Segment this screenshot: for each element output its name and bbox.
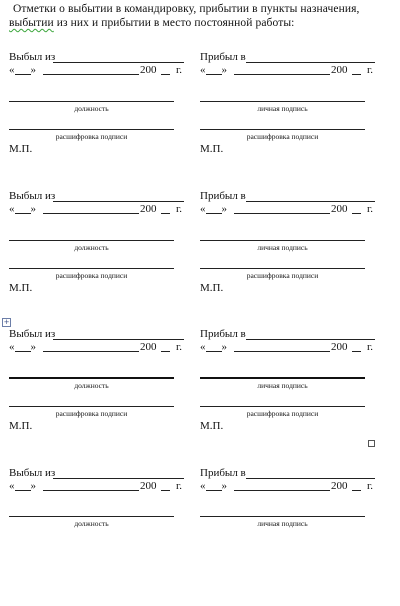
date-field[interactable]: [200, 479, 375, 493]
day-blank: « »: [200, 480, 227, 492]
year-blank: [352, 213, 361, 214]
stamp-place: М.П.: [200, 143, 224, 155]
position-line[interactable]: [9, 516, 174, 517]
date-field[interactable]: [9, 479, 184, 493]
position-line[interactable]: [9, 240, 174, 241]
date-field[interactable]: [9, 63, 184, 77]
arrived-at-field[interactable]: [200, 466, 375, 480]
month-line: [43, 74, 139, 75]
arrived-at-field[interactable]: [200, 50, 375, 64]
arrival-column: [200, 50, 375, 170]
signature-decoding-line[interactable]: [200, 406, 365, 407]
month-line: [234, 74, 330, 75]
stamp-place: М.П.: [9, 282, 33, 294]
day-blank: « »: [9, 480, 36, 492]
personal-signature-line[interactable]: [200, 101, 365, 102]
stamp-place: М.П.: [200, 420, 224, 432]
year-label: 200: [331, 341, 348, 353]
signature-decoding-line[interactable]: [9, 129, 174, 130]
departed-from-field[interactable]: [9, 327, 184, 341]
year-blank: [161, 74, 170, 75]
header-line-1: Отметки о выбытии в командировку, прибытии в пункты назначения,: [13, 3, 360, 15]
year-suffix: г.: [176, 203, 183, 215]
day-blank: « »: [9, 203, 36, 215]
year-suffix: г.: [367, 341, 374, 353]
travel-record-block: [0, 466, 400, 606]
signature-decoding-line[interactable]: [9, 268, 174, 269]
departed-from-field[interactable]: [9, 189, 184, 203]
date-field[interactable]: [200, 63, 375, 77]
table-move-handle-icon[interactable]: +: [3, 318, 10, 326]
year-blank: [161, 490, 170, 491]
signature-decoding-caption: расшифровка подписи: [246, 132, 319, 141]
month-line: [43, 490, 139, 491]
year-blank: [352, 490, 361, 491]
month-line: [234, 213, 330, 214]
departed-from-field[interactable]: [9, 50, 184, 64]
position-line[interactable]: [9, 101, 174, 102]
day-blank: « »: [9, 64, 36, 76]
header-line-2: [9, 16, 379, 30]
arrived-at-field[interactable]: [200, 327, 375, 341]
document-header: [9, 2, 379, 30]
arrived-at-label: Прибыл в: [200, 51, 246, 63]
year-label: 200: [331, 480, 348, 492]
position-line[interactable]: [9, 377, 174, 379]
position-caption: должность: [74, 243, 109, 252]
departed-from-field[interactable]: [9, 466, 184, 480]
arrival-column: [200, 466, 375, 586]
arrived-at-label: Прибыл в: [200, 467, 246, 479]
personal-signature-caption: личная подпись: [257, 243, 308, 252]
signature-decoding-line[interactable]: [200, 268, 365, 269]
date-field[interactable]: [200, 340, 375, 354]
personal-signature-caption: личная подпись: [257, 104, 308, 113]
arrived-at-label: Прибыл в: [200, 190, 246, 202]
departure-column: [9, 189, 184, 309]
arrival-column: [200, 189, 375, 309]
personal-signature-line[interactable]: [200, 377, 365, 379]
personal-signature-line[interactable]: [200, 516, 365, 517]
day-blank: « »: [9, 341, 36, 353]
signature-decoding-line[interactable]: [9, 406, 174, 407]
signature-decoding-line[interactable]: [200, 129, 365, 130]
day-blank: « »: [200, 64, 227, 76]
arrival-column: [200, 327, 375, 447]
position-caption: должность: [74, 104, 109, 113]
departed-from-label: Выбыл из: [9, 190, 56, 202]
year-suffix: г.: [367, 480, 374, 492]
stamp-place: М.П.: [9, 143, 33, 155]
position-caption: должность: [74, 381, 109, 390]
spellcheck-word: выбытии: [9, 17, 54, 29]
departed-from-label: Выбыл из: [9, 328, 56, 340]
stamp-place: М.П.: [200, 282, 224, 294]
stamp-place: М.П.: [9, 420, 33, 432]
signature-decoding-caption: расшифровка подписи: [246, 409, 319, 418]
departure-column: [9, 327, 184, 447]
year-blank: [161, 213, 170, 214]
year-blank: [161, 351, 170, 352]
signature-decoding-caption: расшифровка подписи: [55, 271, 128, 280]
month-line: [43, 351, 139, 352]
year-suffix: г.: [367, 203, 374, 215]
month-line: [43, 213, 139, 214]
signature-decoding-caption: расшифровка подписи: [55, 409, 128, 418]
year-suffix: г.: [367, 64, 374, 76]
personal-signature-caption: личная подпись: [257, 519, 308, 528]
signature-decoding-caption: расшифровка подписи: [55, 132, 128, 141]
departure-column: [9, 466, 184, 586]
month-line: [234, 351, 330, 352]
year-label: 200: [140, 64, 157, 76]
arrived-at-label: Прибыл в: [200, 328, 246, 340]
departed-from-label: Выбыл из: [9, 467, 56, 479]
month-line: [234, 490, 330, 491]
year-label: 200: [140, 341, 157, 353]
year-label: 200: [140, 480, 157, 492]
header-line-2-rest: из них и прибытии в место постоянной работы:: [53, 17, 295, 29]
departure-column: [9, 50, 184, 170]
travel-record-block: [0, 189, 400, 329]
day-blank: « »: [200, 341, 227, 353]
year-label: 200: [331, 203, 348, 215]
date-field[interactable]: [9, 340, 184, 354]
day-blank: « »: [200, 203, 227, 215]
year-suffix: г.: [176, 341, 183, 353]
travel-record-block: [0, 50, 400, 190]
year-label: 200: [331, 64, 348, 76]
arrived-at-field[interactable]: [200, 189, 375, 203]
table-resize-handle-icon[interactable]: [368, 440, 375, 447]
signature-decoding-caption: расшифровка подписи: [246, 271, 319, 280]
position-caption: должность: [74, 519, 109, 528]
date-field[interactable]: [9, 202, 184, 216]
year-suffix: г.: [176, 480, 183, 492]
personal-signature-line[interactable]: [200, 240, 365, 241]
year-label: 200: [140, 203, 157, 215]
year-suffix: г.: [176, 64, 183, 76]
year-blank: [352, 74, 361, 75]
departed-from-label: Выбыл из: [9, 51, 56, 63]
year-blank: [352, 351, 361, 352]
personal-signature-caption: личная подпись: [257, 381, 308, 390]
travel-record-block: [0, 327, 400, 467]
date-field[interactable]: [200, 202, 375, 216]
